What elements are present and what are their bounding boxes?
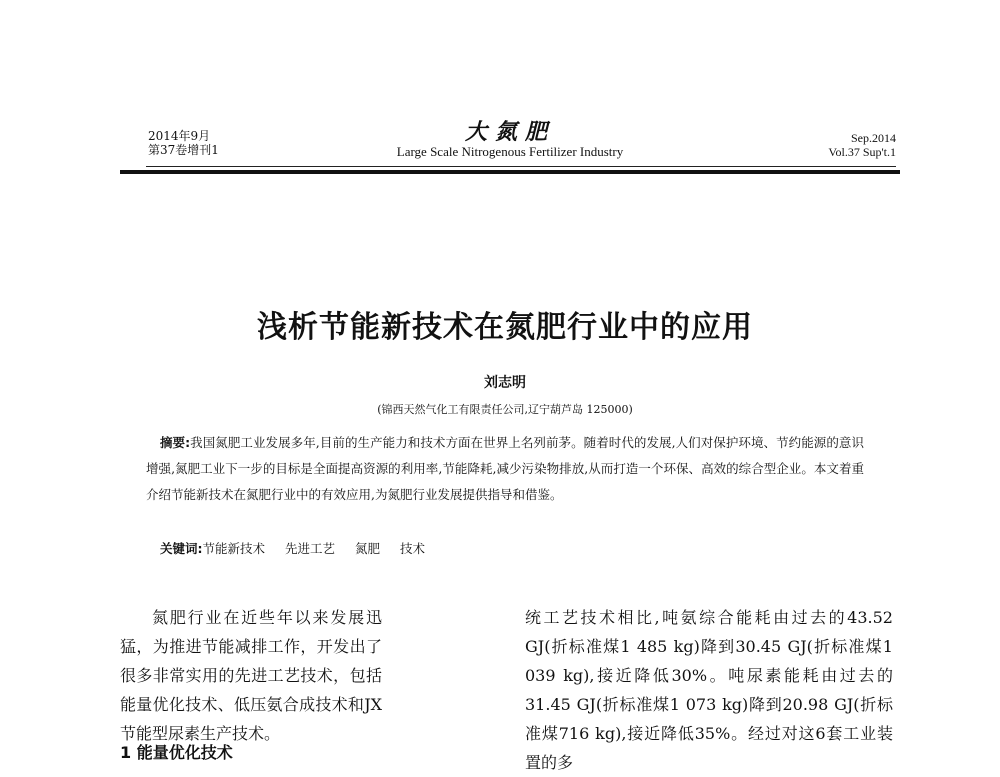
keywords-label: 关键词: [160,541,203,556]
article-author: 刘志明 [484,375,526,391]
abstract [146,430,864,508]
header-rule-thick [120,170,900,174]
body-left-column [120,603,382,748]
issue-volume-cn: 第37卷增刊1 [148,143,219,157]
body-paragraph: 统工艺技术相比,吨氨综合能耗由过去的43.52 GJ(折标准煤1 485 kg)降到30.45 GJ(折标准煤1 039 kg),接近降低30%。吨尿素能耗由过去的31.45 GJ(折标准煤1 073 kg)降到20.98 GJ(折标准煤716 kg),接近降低35%。经过对这6套工业装置的多 [525,608,893,772]
issue-volume-en: Vol.37 Sup't.1 [828,145,896,159]
intro-paragraph: 氮肥行业在近些年以来发展迅猛，为推进节能减排工作，开发出了很多非常实用的先进工艺技术，包括能量优化技术、低压氨合成技术和JX节能型尿素生产技术。 [120,608,382,743]
article-title: 浅析节能新技术在氮肥行业中的应用 [257,310,753,345]
keywords [160,539,445,557]
abstract-text: 我国氮肥工业发展多年,目前的生产能力和技术方面在世界上名列前茅。随着时代的发展,人们对保护环境、节约能源的意识增强,氮肥工业下一步的目标是全面提高资源的利用率,节能降耗,减少污染物排放,从而打造一个环保、高效的综合型企业。本文着重介绍节能新技术在氮肥行业中的有效应用,为氮肥行业发展提供指导和借鉴。 [146,435,864,502]
abstract-label: 摘要: [160,435,191,450]
keyword: 氮肥 [355,541,381,556]
keyword: 节能新技术 [202,541,266,556]
keyword: 技术 [400,541,426,556]
issue-date-cn: 2014年9月 [148,129,211,143]
issue-date-en: Sep.2014 [851,131,896,145]
header-right [828,131,896,159]
section-heading: 1 能量优化技术 [120,743,233,762]
journal-logo: 大氮肥 [464,119,555,145]
journal-name-en: Large Scale Nitrogenous Fertilizer Industry [396,144,624,159]
keyword: 先进工艺 [285,541,336,556]
author-affiliation: (锦西天然气化工有限责任公司,辽宁葫芦岛 125000) [377,403,633,416]
header-rule-thin [146,166,896,167]
